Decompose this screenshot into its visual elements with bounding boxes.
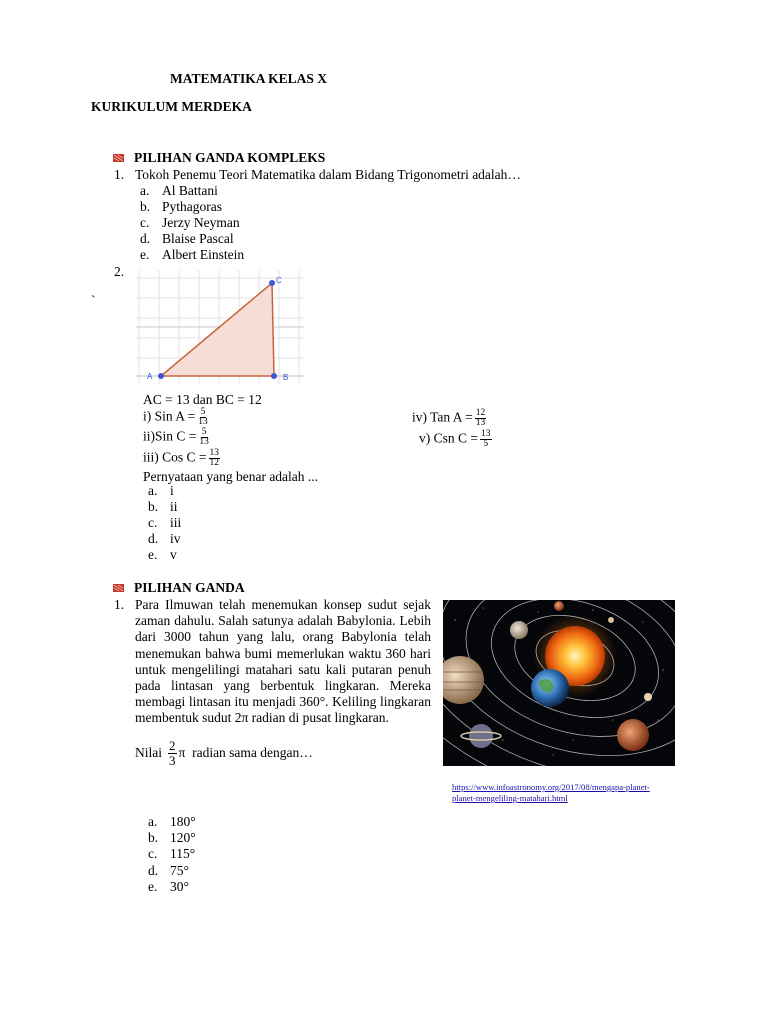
option-text: Albert Einstein	[162, 247, 245, 262]
option-text: Blaise Pascal	[162, 231, 234, 246]
option-text: v	[170, 547, 177, 562]
question-text: Tokoh Penemu Teori Matematika dalam Bidang Trigonometri adalah…	[135, 167, 521, 182]
option-letter: c.	[148, 846, 158, 861]
question-number: 1.	[114, 597, 125, 612]
section-heading-mc	[113, 580, 245, 596]
question-prompt: Pernyataan yang benar adalah ...	[143, 469, 319, 484]
page-subtitle: KURIKULUM MERDEKA	[91, 99, 252, 114]
section-heading-text: PILIHAN GANDA	[134, 580, 245, 595]
bullet-icon	[113, 153, 125, 163]
option-text: 115°	[170, 846, 196, 861]
triangle-figure	[136, 270, 304, 384]
vertex-a	[158, 373, 164, 379]
option-letter: e.	[140, 247, 150, 262]
statement-label: iii) Cos C =	[143, 449, 207, 465]
option-letter: e.	[148, 879, 158, 894]
statement-label: v) Csn C =	[419, 430, 478, 446]
stray-mark: `	[91, 293, 96, 308]
option-text: ii	[170, 499, 178, 514]
question-paragraph: Para Ilmuwan telah menemukan konsep sudut sejak zaman dahulu. Salah satunya adalah Babylonia. Lebih dari 3000 tahun yang lalu, orang Babylonia telah menemukan bahwa bumi memerlukan waktu 360 hari untuk mengelilingi matahari satu kali putaran penuh pada lintasan yang berbentuk lingkaran. Mereka membagi lintasan itu menjadi 360°. Keliling lingkaran membentuk sudut 2π radian di pusat lingkaran.	[135, 597, 431, 726]
fraction: $\frac{2}{3}$	[169, 738, 176, 769]
fraction: $\frac{5}{13}$	[198, 407, 208, 427]
question-number: 1.	[114, 167, 125, 182]
bullet-icon	[113, 583, 125, 593]
given-values: AC = 13 dan BC = 12	[143, 392, 262, 407]
option-letter: b.	[148, 499, 159, 514]
label-c: C	[276, 276, 282, 285]
option-letter: e.	[148, 547, 158, 562]
option-letter: a.	[140, 183, 150, 198]
vertex-b	[271, 373, 277, 379]
statement-i	[143, 408, 209, 427]
option-text: Al Battani	[162, 183, 218, 198]
statement-iii	[143, 449, 220, 468]
statement-iv	[412, 409, 486, 428]
section-heading-complex	[113, 150, 325, 166]
solar-system-image	[443, 600, 675, 766]
fraction: $\frac{13}{5}$	[481, 429, 491, 449]
option-text: iii	[170, 515, 182, 530]
option-text: 120°	[170, 830, 196, 845]
option-letter: c.	[148, 515, 158, 530]
option-letter: a.	[148, 483, 158, 498]
image-source-link[interactable]: https://www.infoastronomy.org/2017/08/mengapa-planet-planet-mengeliling-matahari.html	[452, 782, 650, 803]
label-b: B	[283, 373, 289, 382]
option-text: Jerzy Neyman	[162, 215, 240, 230]
label-a: A	[147, 372, 153, 381]
option-letter: b.	[140, 199, 151, 214]
option-text: iv	[170, 531, 181, 546]
option-letter: d.	[140, 231, 151, 246]
section-heading-text: PILIHAN GANDA KOMPLEKS	[134, 150, 326, 165]
question-fraction-line	[135, 735, 313, 771]
statement-label: ii)Sin C =	[143, 428, 197, 444]
option-text: 75°	[170, 863, 189, 878]
fraction: $\frac{12}{13}$	[475, 408, 486, 428]
option-letter: d.	[148, 863, 159, 878]
fraction: $\frac{5}{13}$	[199, 427, 209, 447]
question-suffix: radian sama dengan…	[192, 745, 313, 760]
option-text: 30°	[170, 879, 189, 894]
fraction: $\frac{13}{12}$	[209, 448, 219, 468]
statement-label: iv) Tan A =	[412, 409, 473, 425]
statement-ii	[143, 428, 210, 447]
statement-v	[419, 430, 492, 449]
pi-symbol: π	[178, 745, 186, 760]
nilai-label: Nilai	[135, 745, 162, 760]
option-text: 180°	[170, 814, 196, 829]
option-text: i	[170, 483, 174, 498]
question-number: 2.	[114, 264, 125, 279]
vertex-c	[269, 280, 275, 286]
option-letter: a.	[148, 814, 158, 829]
option-letter: b.	[148, 830, 159, 845]
page-title: MATEMATIKA KELAS X	[170, 71, 328, 86]
option-letter: d.	[148, 531, 159, 546]
option-letter: c.	[140, 215, 150, 230]
option-text: Pythagoras	[162, 199, 222, 214]
statement-label: i) Sin A =	[143, 408, 196, 424]
